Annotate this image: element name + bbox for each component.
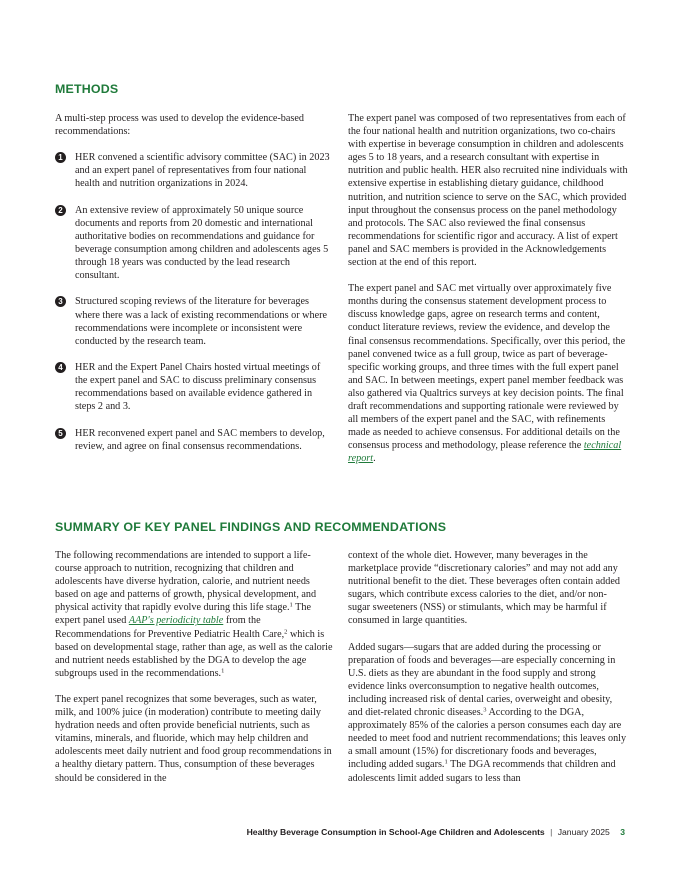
footnote-ref: 1 <box>444 758 448 766</box>
summary-left-column <box>55 549 333 798</box>
summary-intro-text-a: The following recommendations are intended to support a life-course approach to nutrition, recognizing that children and adolescents have diverse hydration, calorie, and nutrient needs based on age and patterns of growth, physical development, and physical activity that rapidly evolve during this life stage. <box>55 550 317 614</box>
step-text-1: HER convened a scientific advisory committee (SAC) in 2023 and an expert panel of representatives from four national health and nutrition organizations in 2024. <box>75 152 330 190</box>
methods-step-1 <box>55 151 333 190</box>
step-text-5: HER reconvened expert panel and SAC members to develop, review, and agree on final consensus recommendations. <box>75 427 325 452</box>
footnote-ref: 1 <box>289 601 293 609</box>
step-number-badge-4: 4 <box>55 362 66 373</box>
step-number-badge-2: 2 <box>55 205 66 216</box>
footnote-ref: 2 <box>284 628 288 636</box>
methods-step-4 <box>55 361 333 413</box>
footnote-ref: 1 <box>221 667 225 675</box>
technical-report-link[interactable]: technical report <box>348 440 622 465</box>
step-number-badge-1: 1 <box>55 152 66 163</box>
footnote-ref: 3 <box>483 706 487 714</box>
step-number-badge-5: 5 <box>55 428 66 439</box>
step-text-2: An extensive review of approximately 50 unique source documents and reports from 20 domestic and international authoritative bodies on recommendations and guidance for beverage consumption among children and adolescents ages 5 through 18 years was conducted by the lead research consultant. <box>75 204 329 282</box>
methods-panel-composition-paragraph: The expert panel was composed of two representatives from each of the four national health and nutrition organizations, two co-chairs with expertise in beverage consumption in children and adolescents ages 5 to 18 years, and a research consultant with expertise in nutrition and public health. HER also recruited nine individuals with extensive expertise in establishing dietary guidance, childhood nutrition, and nutrition science to serve on the SAC, which provided input throughout the consensus process on the panel methodology and protocols. The SAC also reviewed the final consensus recommendations for scientific rigor and accuracy. A list of expert panel and SAC members is provided in the Acknowledgements section at the end of this report. <box>348 113 628 269</box>
methods-heading: METHODS <box>55 82 119 96</box>
summary-added-sugars-paragraph <box>348 641 628 785</box>
summary-heading: SUMMARY OF KEY PANEL FINDINGS AND RECOMMENDATIONS <box>55 520 447 534</box>
summary-intro-text-c: from the Recommendations for Preventive Pediatric Health Care, <box>55 615 285 640</box>
methods-left-column <box>55 112 333 466</box>
methods-step-5 <box>55 427 333 453</box>
methods-process-paragraph <box>348 282 628 465</box>
footer-date: January 2025 <box>557 827 610 837</box>
methods-step-3 <box>55 295 333 347</box>
page-number: 3 <box>620 827 625 837</box>
step-text-3: Structured scoping reviews of the literature for beverages where there was a lack of existing recommendations or where recommendations were incomplete or inconsistent were conducted by the research team. <box>75 296 328 347</box>
summary-discretionary-paragraph: context of the whole diet. However, many beverages in the marketplace provide “discretionary calories” and may not add any nutritional benefit to the diet. These beverages often contain added sugars, which contribute excess calories to the diet, and/or non-sugar sweeteners (NSS) or stimulants, which may be harmful if consumed in large quantities. <box>348 550 620 627</box>
added-sugars-text-a: Added sugars—sugars that are added during the processing or preparation of foods and beverages—are especially concerning in U.S. diets as they are abundant in the food supply and strong evidence links overconsumption to negative health outcomes, including increased risk of dental caries, overweight and obesity, and diet-related chronic diseases. <box>348 641 616 719</box>
aap-periodicity-table-link[interactable]: AAP's periodicity table <box>128 615 224 627</box>
methods-step-2 <box>55 204 333 283</box>
footer-title: Healthy Beverage Consumption in School-Age Children and Adolescents <box>246 827 545 837</box>
summary-beverages-paragraph: The expert panel recognizes that some beverages, such as water, milk, and 100% juice (in moderation) contribute to meeting daily hydration needs and often provide beneficial nutrients, such as vitamins, minerals, and fluoride, which may help children and adolescents meet daily nutrient and food group recommendations in a healthy dietary pattern. Thus, consumption of these beverages should be considered in the <box>55 693 332 784</box>
methods-process-text: The expert panel and SAC met virtually over approximately five months during the consensus statement development process to discuss knowledge gaps, agree on research terms and content, conduct literature reviews, review the evidence, and develop the final consensus recommendations. Specifically, over this period, the panel convened twice as a full group, twice as part of beverage-specific working groups, and three times with the full expert panel and SAC. In between meetings, expert panel member feedback was also gathered via Qualtrics surveys at key decision points. The final draft recommendations and supporting rationale were reviewed by all members of the expert panel and the SAC, with refinements made as needed to achieve consensus. For additional details on the consensus process and methodology, please reference the <box>348 283 626 452</box>
methods-steps-list <box>55 151 333 453</box>
methods-process-end: . <box>373 453 376 465</box>
step-text-4: HER and the Expert Panel Chairs hosted virtual meetings of the expert panel and SAC to discuss preliminary consensus recommendations based on available evidence gathered in steps 2 and 3. <box>75 361 321 413</box>
summary-intro-text-b: The expert panel used <box>55 602 311 627</box>
page-footer <box>0 827 625 837</box>
summary-intro-text-d: which is based on developmental stage, rather than age, as well as the calorie and nutrient needs established by the DGA to develop the age subgroups used in the recommendations. <box>55 628 333 679</box>
summary-intro-paragraph <box>55 549 333 680</box>
added-sugars-text-b: According to the DGA, approximately 85% of the calories a person consumes each day are needed to meet food and nutrient recommendations; this leaves only a small amount (15%) for discretionary foods and beverages, including added sugars. <box>348 707 627 771</box>
footer-separator: | <box>550 827 553 837</box>
methods-right-column <box>348 112 628 478</box>
summary-right-column <box>348 549 628 798</box>
step-number-badge-3: 3 <box>55 296 66 307</box>
methods-intro: A multi-step process was used to develop the evidence-based recommendations: <box>55 113 304 138</box>
added-sugars-text-c: The DGA recommends that children and adolescents limit added sugars to less than <box>348 759 616 784</box>
